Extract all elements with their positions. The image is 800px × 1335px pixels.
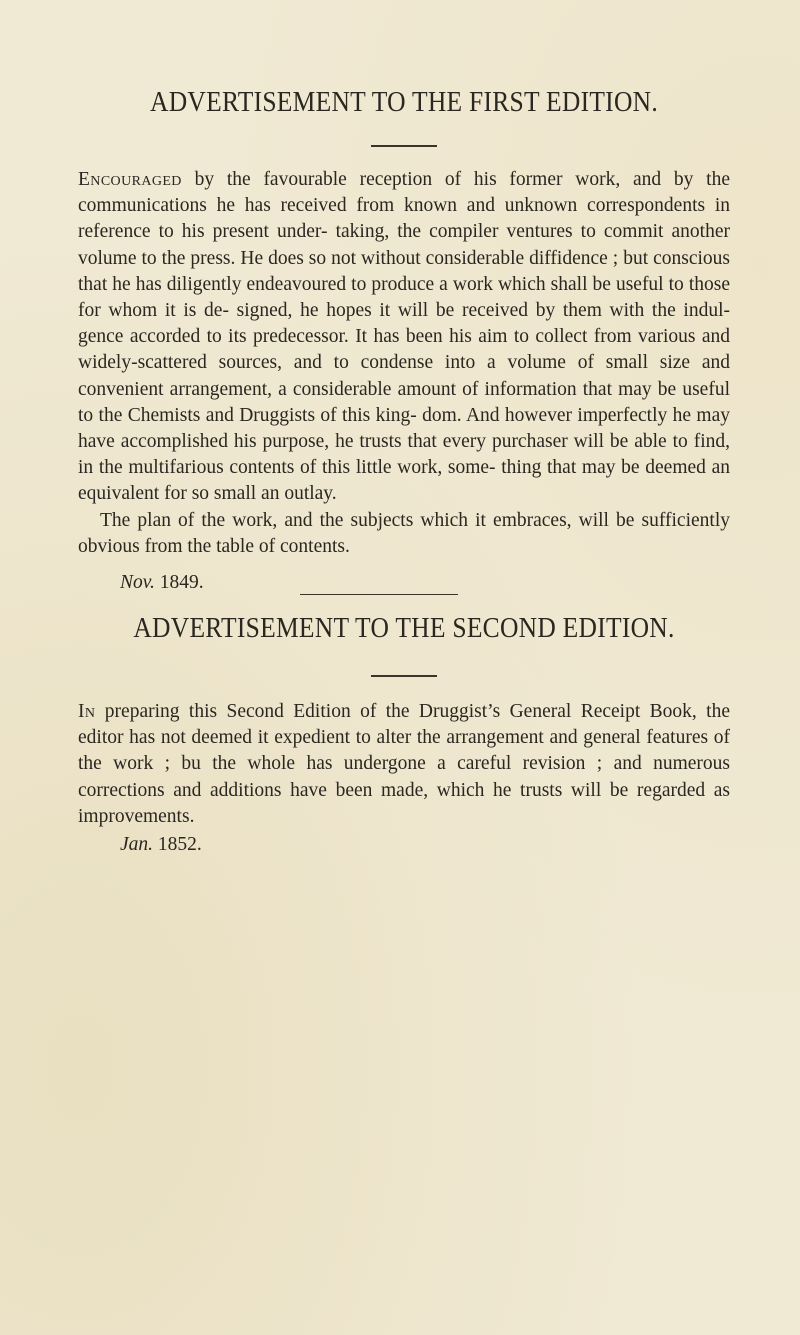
first-edition-paragraph-2: The plan of the work, and the subjects which it embraces, will be sufficiently obvious from the table of contents. [78,509,730,557]
title-rule [371,145,437,147]
second-edition-title: ADVERTISEMENT TO THE SECOND EDITION. [133,612,675,645]
second-edition-section [78,604,730,858]
first-edition-title: ADVERTISEMENT TO THE FIRST EDITION. [150,86,658,118]
date-year: 1852. [153,834,202,856]
second-edition-date [78,832,730,858]
first-edition-paragraph-1 [78,167,730,508]
second-edition-paragraph-1 [78,699,730,830]
title-rule [371,675,437,677]
date-month: Nov. [120,572,155,594]
drop-lead-word: In [78,701,96,723]
paragraph-body: preparing this Second Edition of the Druggist’s General Receipt Book, the editor has not deemed it expedient to alter the arrangement and general features of the work ; bu the whole has undergone a careful revision ; and numerous corrections and additions have been made, which he trusts will be regarded as improvements. [78,701,730,827]
date-month: Jan. [120,834,154,856]
paragraph-body: by the favourable reception of his former work, and by the communications he has received from known and unknown correspondents in reference to his present under- taking, the compiler ventures to commit another volume to the press. He does so not without considerable diffidence ; but conscious that he has diligently endeavoured to produce a work which shall be useful to those for whom it is de- signed, he hopes it will be received by them with the indul- gence accorded to its predecessor. It has been his aim to collect from various and widely-scattered sources, and to condense into a volume of small size and convenient arrangement, a considerable amount of information that may be useful to the Chemists and Druggists of this king- dom. And however imperfectly he may have accomplished his purpose, he trusts that every purchaser will be able to find, in the multifarious contents of this little work, some- thing that may be deemed an equivalent for so small an outlay. [78,169,730,505]
first-edition-dateline-row [78,570,730,604]
drop-lead-word: Encouraged [78,169,182,190]
second-edition-dateline-row [78,832,730,858]
first-edition-section [78,0,730,604]
first-edition-date [78,570,730,596]
section-end-rule [300,594,458,595]
date-year: 1849. [154,572,204,594]
